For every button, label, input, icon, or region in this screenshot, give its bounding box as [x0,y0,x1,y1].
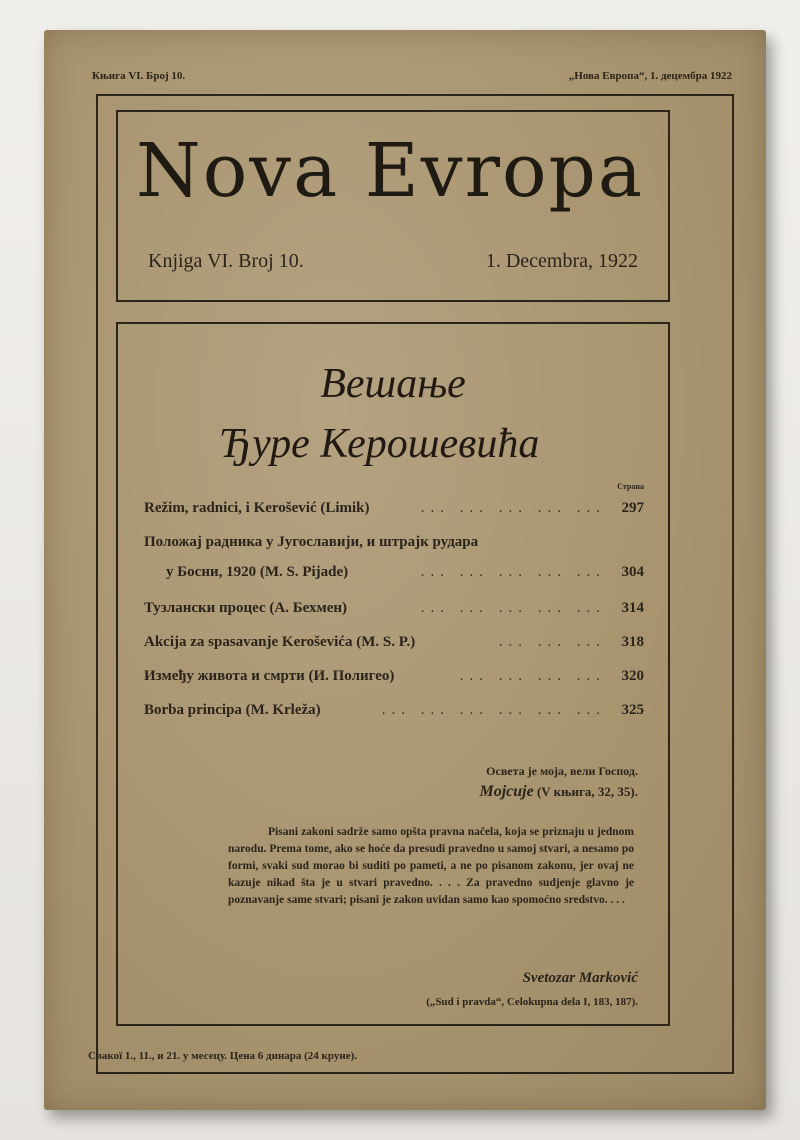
toc-entry-page: 297 [621,500,644,516]
header-publication-date: „Нова Европа“, 1. децембра 1922 [568,70,732,82]
magazine-cover [44,30,766,1110]
header-volume: Књига VI. Број 10. [92,70,186,82]
toc-leader-dots: ... ... ... [498,634,606,650]
masthead [116,110,670,302]
toc-leader-dots: ... ... ... ... ... [420,600,606,616]
toc-entry-title: Између живота и смрти (И. Полигео) [144,668,395,684]
toc-entry [144,696,644,730]
toc-entry-title: Положај радника у Југославији, и штрајк рудара [144,534,479,550]
issue-number: Knjiga VI. Broj 10. [148,250,304,272]
toc-entry [144,594,644,628]
toc-entry-title: Režim, radnici, i Kerošević (Limik) [144,500,370,516]
toc-leader-dots: ... ... ... ... [459,668,606,684]
epigraph-source-name: Mojcuje [479,783,534,800]
headline-line-1: Вешање [320,361,466,407]
table-of-contents [144,494,644,730]
epigraph [479,764,638,801]
headline-line-2: Ђуре Керошевића [218,421,540,467]
quotation: Pisani zakoni sadrže samo opšta pravna načela, koja se priznaju u jednom narodu. Prema tome, ako se hoće da presudi pravedno u samoj stvari, a nesamo po formi, svaki sud morao bi suditi po pameti, a ne po pisanom zakonu, jer ovaj ne kazuje nikad šta je u stvari pravedno. . . . Za pravedno sudjenje glavno je poznavanje same stvari; pisani je zakon uvidan samo kao spomoćno sredstvo. . . . [228,826,634,906]
toc-entry-title-continued: у Босни, 1920 (M. S. Pijade) [166,564,349,580]
toc-entry-page: 320 [621,668,644,684]
toc-entry-title: Akcija za spasavanje Keroševića (M. S. P.) [144,634,416,650]
magazine-title: Nova Evropa [136,128,644,214]
toc-entry-page: 304 [621,564,644,580]
quotation-source: („Sud i pravda“, Celokupna dela I, 183, 187). [426,996,638,1008]
toc-entry [144,662,644,696]
toc-entry-page: 318 [621,634,644,650]
toc-entry [144,528,644,594]
quotation-author: Svetozar Marković [522,970,638,986]
toc-leader-dots: ... ... ... ... ... [420,564,606,580]
page-column-label: Страна [617,482,644,491]
epigraph-source [479,783,638,801]
toc-leader-dots: ... ... ... ... ... [420,500,606,516]
toc-entry [144,494,644,528]
toc-entry-page: 325 [621,702,644,718]
contents-box [116,322,670,1026]
toc-entry-title: Borba principa (M. Krleža) [144,702,321,718]
toc-entry [144,628,644,662]
toc-entry-title: Тузлански процес (А. Бехмен) [144,600,348,616]
epigraph-text: Освета је моја, вели Господ. [486,764,638,778]
issue-date: 1. Decembra, 1922 [485,250,638,272]
epigraph-source-ref: (V књига, 32, 35). [536,784,638,799]
toc-entry-page: 314 [621,600,644,616]
toc-leader-dots: ... ... ... ... ... ... [381,702,606,718]
publication-frequency-price: Свакої 1., 11., и 21. у месецу. Цена 6 динара (24 круне). [88,1050,358,1062]
